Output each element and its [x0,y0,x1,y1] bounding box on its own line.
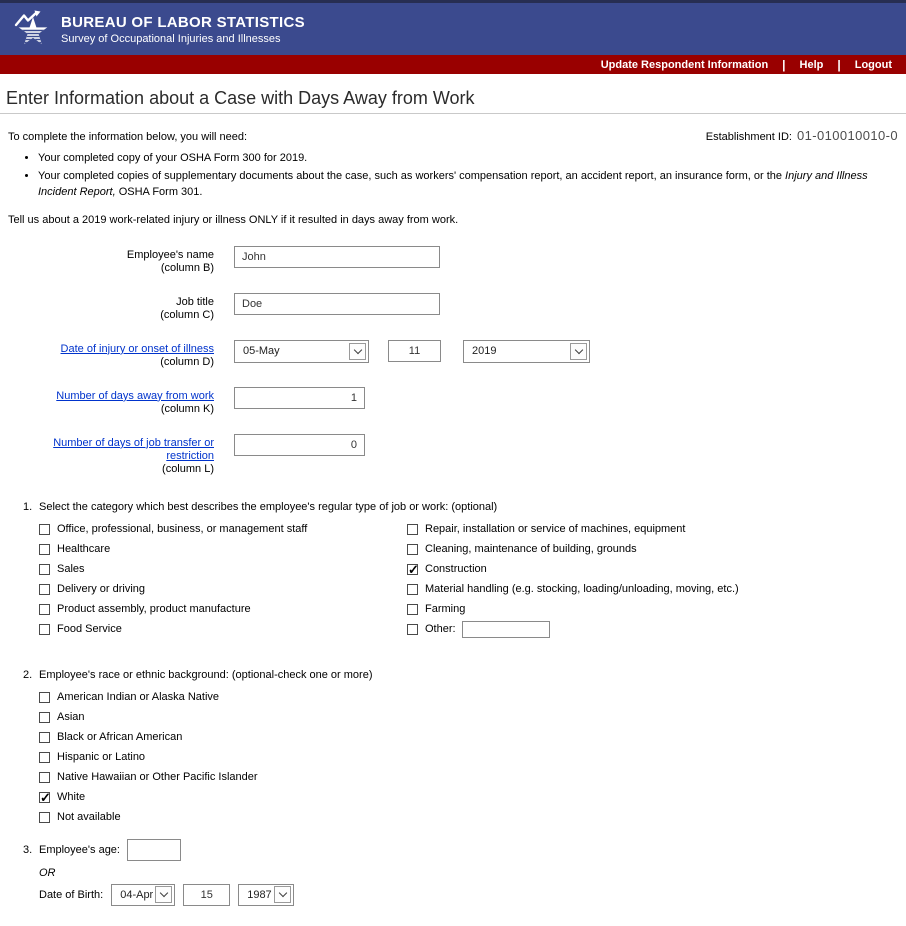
days-away-row [8,387,898,416]
nav-logout[interactable]: Logout [854,58,892,71]
other-category-input[interactable] [462,621,550,638]
chevron-down-icon [570,343,587,360]
injury-date-label [8,340,214,369]
or-text: OR [39,866,56,879]
question-3 [23,839,898,906]
utility-navbar [0,55,906,74]
list-item [38,151,898,167]
brand-block [61,14,305,45]
bullet-text: Your completed copies of supplementary documents about the case, such as workers' compensation report, an accident report, an insurance form, or the [38,169,786,182]
establishment-block [706,128,898,143]
instruction-text: Tell us about a 2019 work-related injury or illness ONLY if it resulted in days away from work. [8,213,459,226]
checkbox-healthcare[interactable] [39,544,50,555]
option-row [407,523,739,536]
bullet-text: OSHA Form 301. [115,185,203,198]
injury-day-input[interactable] [388,340,441,362]
checkbox-construction[interactable] [407,564,418,575]
field-label: Job title [176,295,214,308]
question-2 [23,669,898,824]
option-label: Product assembly, product manufacture [57,603,251,616]
question-1-right-column [407,523,739,643]
main-content [0,88,906,926]
option-row [39,623,407,636]
birth-month-select[interactable] [111,884,175,906]
injury-year-value: 2019 [472,345,497,358]
checkbox-sales[interactable] [39,564,50,575]
establishment-id: 01-010010010-0 [796,128,898,143]
checkbox-other[interactable] [407,624,418,635]
injury-month-value: 05-May [243,345,280,358]
checkbox-repair-installation[interactable] [407,524,418,535]
bls-header [0,3,906,55]
injury-date-help-link[interactable]: Date of injury or onset of illness [60,342,214,355]
column-note: (column L) [162,462,214,475]
column-note: (column C) [160,308,214,321]
chevron-down-icon [274,886,291,903]
option-label: Other: [425,623,456,636]
job-title-input[interactable] [234,293,440,315]
question-text: Select the category which best describes the employee's regular type of job or work: (optional) [39,500,498,513]
birth-year-select[interactable] [238,884,294,906]
checkbox-native-hawaiian[interactable] [39,772,50,783]
bls-star-logo-icon [13,9,53,49]
option-row [39,711,898,724]
option-row [407,563,739,576]
option-label: Farming [425,603,466,616]
bullet-text: Your completed copy of your OSHA Form 300 for 2019. [38,152,308,164]
option-row [39,603,407,616]
question-number: 2. [23,668,33,681]
injury-year-select[interactable] [463,340,590,363]
option-label: Black or African American [57,731,183,744]
checkbox-delivery-driving[interactable] [39,584,50,595]
question-1-heading [23,501,898,514]
option-label: Hispanic or Latino [57,751,146,764]
job-title-row [8,293,898,322]
option-label: White [57,791,86,804]
option-row [39,771,898,784]
question-number: 3. [23,843,33,856]
brand-subtitle: Survey of Occupational Injuries and Illnesses [61,32,281,45]
checkbox-not-available[interactable] [39,812,50,823]
checkbox-american-indian[interactable] [39,692,50,703]
question-text: Employee's race or ethnic background: (optional-check one or more) [39,668,373,681]
option-row [39,811,898,824]
option-label: Asian [57,711,85,724]
employee-age-input[interactable] [127,839,181,861]
employee-name-row [8,246,898,275]
option-label: Repair, installation or service of machines, equipment [425,523,686,536]
brand-title: BUREAU OF LABOR STATISTICS [61,13,305,31]
employee-name-label [8,246,214,275]
question-1-left-column [39,523,407,643]
question-1-options [39,523,898,643]
requirements-list [8,151,898,201]
days-away-help-link[interactable]: Number of days away from work [56,389,214,402]
option-label: Sales [57,563,85,576]
field-label: Employee's name [126,248,214,261]
checkbox-office-staff[interactable] [39,524,50,535]
option-label: Delivery or driving [57,583,146,596]
option-row [39,691,898,704]
column-note: (column K) [160,402,214,415]
option-row [39,791,898,804]
checkbox-material-handling[interactable] [407,584,418,595]
option-row [39,563,407,576]
option-label: Native Hawaiian or Other Pacific Islander [57,771,258,784]
employee-age-row [23,839,898,861]
birth-day-input[interactable] [183,884,230,906]
column-note: (column B) [160,261,214,274]
list-item [38,169,898,201]
job-title-label [8,293,214,322]
question-number: 1. [23,500,33,513]
option-row [407,583,739,596]
option-row [39,543,407,556]
checkbox-product-assembly[interactable] [39,604,50,615]
establishment-label: Establishment ID: [705,131,792,143]
days-transfer-help-link[interactable]: Number of days of job transfer or restriction [53,436,214,462]
checkbox-hispanic-latino[interactable] [39,752,50,763]
checkbox-white[interactable] [39,792,50,803]
injury-month-select[interactable] [234,340,369,363]
days-transfer-input[interactable] [234,434,365,456]
checkbox-farming[interactable] [407,604,418,615]
question-2-heading [23,669,898,682]
bullet-italic-text: Injury and Illness Incident Report, [38,169,868,198]
option-row [39,523,407,536]
option-row [39,751,898,764]
checkbox-cleaning-maintenance[interactable] [407,544,418,555]
page-title: Enter Information about a Case with Days Away from Work [0,88,906,114]
checkbox-black-african-american[interactable] [39,732,50,743]
days-away-input[interactable] [234,387,365,409]
option-row [39,731,898,744]
chevron-down-icon [349,343,366,360]
option-label: Cleaning, maintenance of building, grounds [425,543,637,556]
case-form [8,246,898,476]
option-label: American Indian or Alaska Native [57,691,220,704]
option-label: Office, professional, business, or management staff [57,523,308,536]
days-away-label [8,387,214,416]
option-label: Not available [57,811,121,824]
date-of-birth-row [39,884,898,906]
question-2-options [39,691,898,824]
nav-update-respondent-information[interactable]: Update Respondent Information [600,58,769,71]
option-label: Construction [425,563,487,576]
birth-year-value: 1987 [247,888,272,901]
injury-date-fields [234,340,590,363]
option-row-other [407,623,739,636]
option-row [407,603,739,616]
intro-row [8,128,898,143]
intro-text: To complete the information below, you will need: [8,131,248,143]
checkbox-asian[interactable] [39,712,50,723]
date-of-birth-label: Date of Birth: [39,888,104,901]
option-label: Material handling (e.g. stocking, loading/unloading, moving, etc.) [425,583,739,596]
chevron-down-icon [155,886,172,903]
question-1 [23,501,898,643]
injury-date-row [8,340,898,369]
days-transfer-row [8,434,898,476]
option-row [407,543,739,556]
nav-help[interactable]: Help [799,58,824,71]
column-note: (column D) [160,355,214,368]
option-label: Healthcare [57,543,111,556]
birth-month-value: 04-Apr [120,888,154,901]
nav-separator: | [782,57,786,72]
nav-separator: | [837,57,841,72]
option-row [39,583,407,596]
employee-name-input[interactable] [234,246,440,268]
checkbox-food-service[interactable] [39,624,50,635]
days-transfer-label [8,434,214,476]
employee-age-label: Employee's age: [39,843,120,856]
option-label: Food Service [57,623,122,636]
